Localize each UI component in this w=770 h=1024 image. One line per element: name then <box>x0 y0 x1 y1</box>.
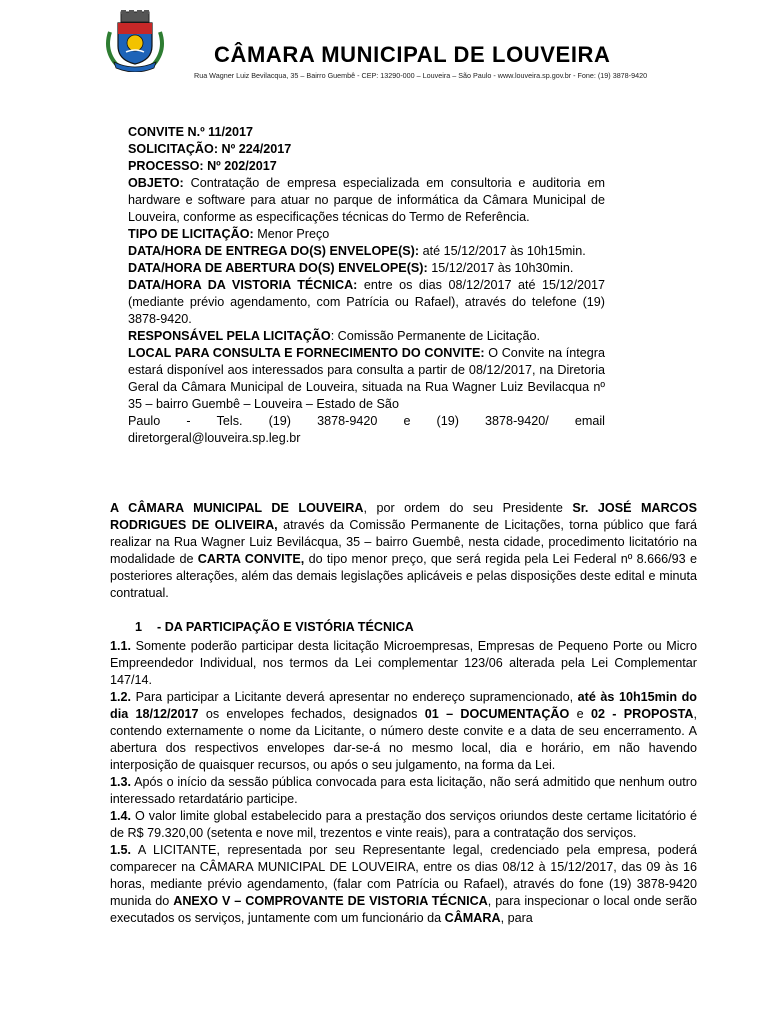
section-number: 1 <box>135 620 143 634</box>
abertura-label: DATA/HORA DE ABERTURA DO(S) ENVELOPE(S): <box>128 261 428 275</box>
local-word: (19) <box>436 414 459 428</box>
abertura-text: 15/12/2017 às 10h30min. <box>431 261 574 275</box>
local-word: Tels. <box>216 414 243 428</box>
envelope-2: 02 - PROPOSTA <box>590 707 694 721</box>
item-text: Somente poderão participar desta licitação Microempresas, Empresas de Pequeno Porte ou Micro Empreendedor Individual, nos termos da Lei complementar 123/06 alterada pela Lei Complementar 147/14. <box>110 639 697 687</box>
item-number: 1.2. <box>110 690 132 704</box>
preamble-text: através da Comissão Permanente de Licitações, torna público que fará realizar na Rua Wagner Luiz Bevilácqua, 35 – bairro Guembê, nesta cidade, procedimento licitatório na modalidade de <box>110 518 697 566</box>
local-phones-line <box>128 413 605 430</box>
tipo-text: Menor Preço <box>257 227 330 241</box>
item-text: os envelopes fechados, designados <box>198 707 425 721</box>
item-text: , contendo externamente o nome da Licitante, o número deste convite e a data de seu encerramento. A abertura dos respectivos envelopes dar-se-á no mesmo local, dia e horário, em não havendo interposição de quaisquer recursos, ou após o seu julgamento, na forma da Lei. <box>110 707 697 772</box>
item-1-4 <box>110 808 697 842</box>
camara-reference: CÂMARA <box>444 911 501 925</box>
preamble-text: , por ordem do seu Presidente <box>363 501 573 515</box>
solicitacao-number: SOLICITAÇÃO: Nº 224/2017 <box>128 142 292 156</box>
convite-summary <box>128 124 605 447</box>
vistoria-text: entre os dias 08/12/2017 até 15/12/2017 (mediante prévio agendamento, com Patrícia ou Rafael), através do telefone (19) 3878-9420. <box>128 278 606 326</box>
item-text: e <box>569 707 591 721</box>
local-text: O Convite na íntegra estará disponível aos interessados para consulta a partir de 08/12/2017, na Diretoria Geral da Câmara Municipal de Louveira, situada na Rua Wagner Luiz Bevilacqua nº 35 – bairro Guembê – Louveira – Estado de São <box>128 346 606 411</box>
local-label: LOCAL PARA CONSULTA E FORNECIMENTO DO CONVITE: <box>128 346 485 360</box>
objeto-text: Contratação de empresa especializada em consultoria e auditoria em hardware e software para atuar no parque de informática da Câmara Municipal de Louveira, conforme as especificações técnicas do Termo de Referência. <box>128 176 606 224</box>
item-text: Após o início da sessão pública convocada para esta licitação, não será admitido que nenhum outro interessado retardatário participe. <box>110 775 697 806</box>
preamble-modality: CARTA CONVITE, <box>197 552 305 566</box>
convite-number: CONVITE N.º 11/2017 <box>128 125 253 139</box>
item-deadline: até às 10h15min do dia 18/12/2017 <box>110 690 697 721</box>
tipo-label: TIPO DE LICITAÇÃO: <box>128 227 254 241</box>
section-1-items <box>110 638 697 927</box>
item-number: 1.5. <box>110 843 132 857</box>
item-number: 1.1. <box>110 639 132 653</box>
section-title: - DA PARTICIPAÇÃO E VISTÓRIA TÉCNICA <box>157 620 414 634</box>
contact-email: diretorgeral@louveira.sp.leg.br <box>128 431 301 445</box>
preamble-org: A CÂMARA MUNICIPAL DE LOUVEIRA <box>110 501 364 515</box>
preamble-text: do tipo menor preço, que será regida pela Lei Federal nº 8.666/93 e posteriores alterações, além das demais legislações aplicáveis e pelas disposições deste edital e minuta contratual. <box>110 552 697 600</box>
item-text: O valor limite global estabelecido para a prestação dos serviços oriundos deste certame licitatório é de R$ 79.320,00 (setenta e nove mil, trezentos e vinte reais), para a contratação dos serviços. <box>110 809 697 840</box>
annex-reference: ANEXO V – COMPROVANTE DE VISTORIA TÉCNICA <box>173 894 488 908</box>
section-1-heading <box>135 620 414 634</box>
header-address: Rua Wagner Luiz Bevilacqua, 35 – Bairro Guembê - CEP: 13290-000 – Louveira – São Paulo - www.louveira.sp.gov.br - Fone: (19) 3878-9420 <box>194 71 648 80</box>
item-number: 1.3. <box>110 775 132 789</box>
preamble-paragraph <box>110 500 697 602</box>
page-title: CÂMARA MUNICIPAL DE LOUVEIRA <box>214 42 611 67</box>
item-text: , para <box>500 911 533 925</box>
responsavel-text: : Comissão Permanente de Licitação. <box>330 329 540 343</box>
item-text: Para participar a Licitante deverá apresentar no endereço supramencionado, <box>131 690 578 704</box>
local-word: 3878-9420 <box>317 414 378 428</box>
item-1-1 <box>110 638 697 689</box>
vistoria-label: DATA/HORA DA VISTORIA TÉCNICA: <box>128 278 358 292</box>
local-word: email <box>574 414 605 428</box>
item-text: , para inspecionar o local onde serão executados os serviços, juntamente com um funcionário da <box>110 894 697 925</box>
item-text: A LICITANTE, representada por seu Representante legal, credenciado pela empresa, poderá comparecer na CÂMARA MUNICIPAL DE LOUVEIRA, entre os dias 08/12 à 15/12/2017, das 09 às 16 horas, mediante prévio agendamento, (falar com Patrícia ou Rafael), através do fone (19) 3878-9420 munida do <box>110 843 697 908</box>
local-word: Paulo <box>128 414 161 428</box>
envelope-1: 01 – DOCUMENTAÇÃO <box>424 707 570 721</box>
preamble-president: Sr. JOSÉ MARCOS RODRIGUES DE OLIVEIRA, <box>110 501 697 532</box>
item-number: 1.4. <box>110 809 132 823</box>
local-word: (19) <box>268 414 292 428</box>
item-1-5 <box>110 842 697 927</box>
item-1-3 <box>110 774 697 808</box>
local-word: 3878-9420/ <box>485 414 549 428</box>
item-1-2 <box>110 689 697 774</box>
local-word: - <box>186 414 191 428</box>
municipal-crest-icon <box>102 10 168 72</box>
local-word: e <box>403 414 411 428</box>
responsavel-label: RESPONSÁVEL PELA LICITAÇÃO <box>128 329 331 343</box>
processo-number: PROCESSO: Nº 202/2017 <box>128 159 277 173</box>
objeto-label: OBJETO: <box>128 176 184 190</box>
entrega-label: DATA/HORA DE ENTREGA DO(S) ENVELOPE(S): <box>128 244 420 258</box>
entrega-text: até 15/12/2017 às 10h15min. <box>422 244 586 258</box>
